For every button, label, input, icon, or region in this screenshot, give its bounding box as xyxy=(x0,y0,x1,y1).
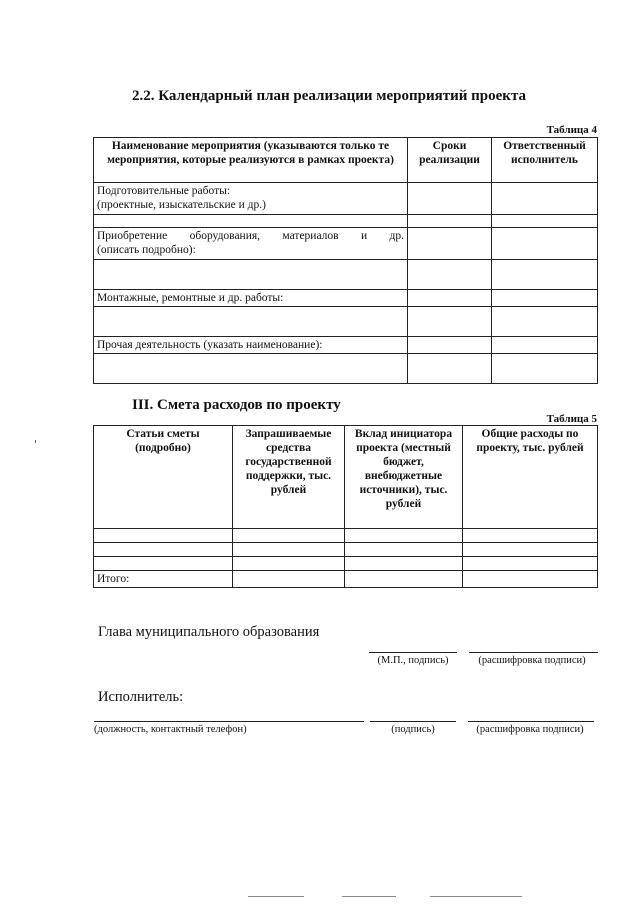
cell-empty[interactable] xyxy=(492,183,598,215)
cell-empty[interactable] xyxy=(463,557,598,571)
cell-empty[interactable] xyxy=(345,571,463,588)
scan-mark xyxy=(342,896,396,897)
calendar-plan-table xyxy=(93,137,598,384)
cell-empty[interactable] xyxy=(408,228,492,260)
cell-empty[interactable] xyxy=(408,260,492,290)
cell-empty[interactable] xyxy=(345,529,463,543)
executor-label: Исполнитель: xyxy=(98,689,184,705)
table-row xyxy=(94,529,598,543)
head-signature-line[interactable] xyxy=(369,652,457,653)
table-row xyxy=(94,228,598,260)
cell-empty[interactable] xyxy=(233,571,345,588)
head-decode-line[interactable] xyxy=(469,652,598,653)
header-dates: Сроки реализации xyxy=(408,138,492,183)
row-preparatory xyxy=(94,183,408,215)
cell-empty[interactable] xyxy=(94,215,408,228)
cell-empty[interactable] xyxy=(463,543,598,557)
cell-empty[interactable] xyxy=(492,354,598,384)
table-caption-4: Таблица 4 xyxy=(546,124,597,136)
cell-empty[interactable] xyxy=(492,337,598,354)
cell-empty[interactable] xyxy=(345,543,463,557)
cell-empty[interactable] xyxy=(408,337,492,354)
cell-empty[interactable] xyxy=(408,354,492,384)
section-title-budget: III. Смета расходов по проекту xyxy=(132,397,341,413)
table-row xyxy=(94,337,598,354)
table-row xyxy=(94,557,598,571)
table-row xyxy=(94,260,598,290)
cell-empty[interactable] xyxy=(94,543,233,557)
cell-empty[interactable] xyxy=(408,183,492,215)
row-preparatory-line2: (проектные, изыскательские и др.) xyxy=(97,199,266,211)
row-other: Прочая деятельность (указать наименование): xyxy=(94,337,408,354)
budget-table xyxy=(93,425,598,588)
row-equipment-line2: (описать подробно): xyxy=(97,244,196,256)
cell-empty[interactable] xyxy=(94,557,233,571)
header-requested: Запрашиваемые средства государственной поддержки, тыс. рублей xyxy=(233,426,345,529)
cell-empty[interactable] xyxy=(492,307,598,337)
header-total: Общие расходы по проекту, тыс. рублей xyxy=(463,426,598,529)
cell-empty[interactable] xyxy=(345,557,463,571)
executor-decode-line[interactable] xyxy=(468,721,594,722)
position-caption: (должность, контактный телефон) xyxy=(94,724,247,735)
cell-empty[interactable] xyxy=(94,354,408,384)
header-items: Статьи сметы (подробно) xyxy=(94,426,233,529)
row-installation: Монтажные, ремонтные и др. работы: xyxy=(94,290,408,307)
cell-empty[interactable] xyxy=(94,307,408,337)
table-row xyxy=(94,290,598,307)
header-activity: Наименование мероприятия (указываются только те мероприятия, которые реализуются в рамках проекта) xyxy=(94,138,408,183)
section-title-calendar-plan: 2.2. Календарный план реализации мероприятий проекта xyxy=(132,88,526,104)
cell-empty[interactable] xyxy=(463,571,598,588)
head-decode-caption: (расшифровка подписи) xyxy=(478,655,586,666)
head-sign-caption: (М.П., подпись) xyxy=(377,655,449,666)
table-row xyxy=(94,215,598,228)
table-row xyxy=(94,307,598,337)
cell-empty[interactable] xyxy=(94,260,408,290)
cell-empty[interactable] xyxy=(233,529,345,543)
cell-empty[interactable] xyxy=(492,215,598,228)
row-equipment xyxy=(94,228,408,260)
table-row xyxy=(94,543,598,557)
cell-empty[interactable] xyxy=(492,228,598,260)
cell-empty[interactable] xyxy=(408,307,492,337)
header-contribution: Вклад инициатора проекта (местный бюджет, внебюджетные источники), тыс. рублей xyxy=(345,426,463,529)
cell-empty[interactable] xyxy=(492,260,598,290)
cell-empty[interactable] xyxy=(233,543,345,557)
head-of-municipality-label: Глава муниципального образования xyxy=(98,624,320,640)
table-caption-5: Таблица 5 xyxy=(546,413,597,425)
cell-empty[interactable] xyxy=(463,529,598,543)
scan-mark xyxy=(248,896,304,897)
total-label: Итого: xyxy=(94,571,233,588)
row-equipment-line1: Приобретение оборудования, материалов и др. xyxy=(97,230,404,242)
cell-empty[interactable] xyxy=(492,290,598,307)
executor-position-line[interactable] xyxy=(94,721,364,722)
scan-mark xyxy=(35,440,36,443)
row-preparatory-line1: Подготовительные работы: xyxy=(97,185,231,197)
scan-mark xyxy=(430,896,522,897)
table-row xyxy=(94,183,598,215)
cell-empty[interactable] xyxy=(94,529,233,543)
table-row xyxy=(94,571,598,588)
cell-empty[interactable] xyxy=(408,215,492,228)
table-row xyxy=(94,354,598,384)
executor-sign-caption: (подпись) xyxy=(391,724,435,735)
executor-signature-line[interactable] xyxy=(370,721,456,722)
executor-decode-caption: (расшифровка подписи) xyxy=(476,724,584,735)
cell-empty[interactable] xyxy=(233,557,345,571)
cell-empty[interactable] xyxy=(408,290,492,307)
header-responsible: Ответственный исполнитель xyxy=(492,138,598,183)
